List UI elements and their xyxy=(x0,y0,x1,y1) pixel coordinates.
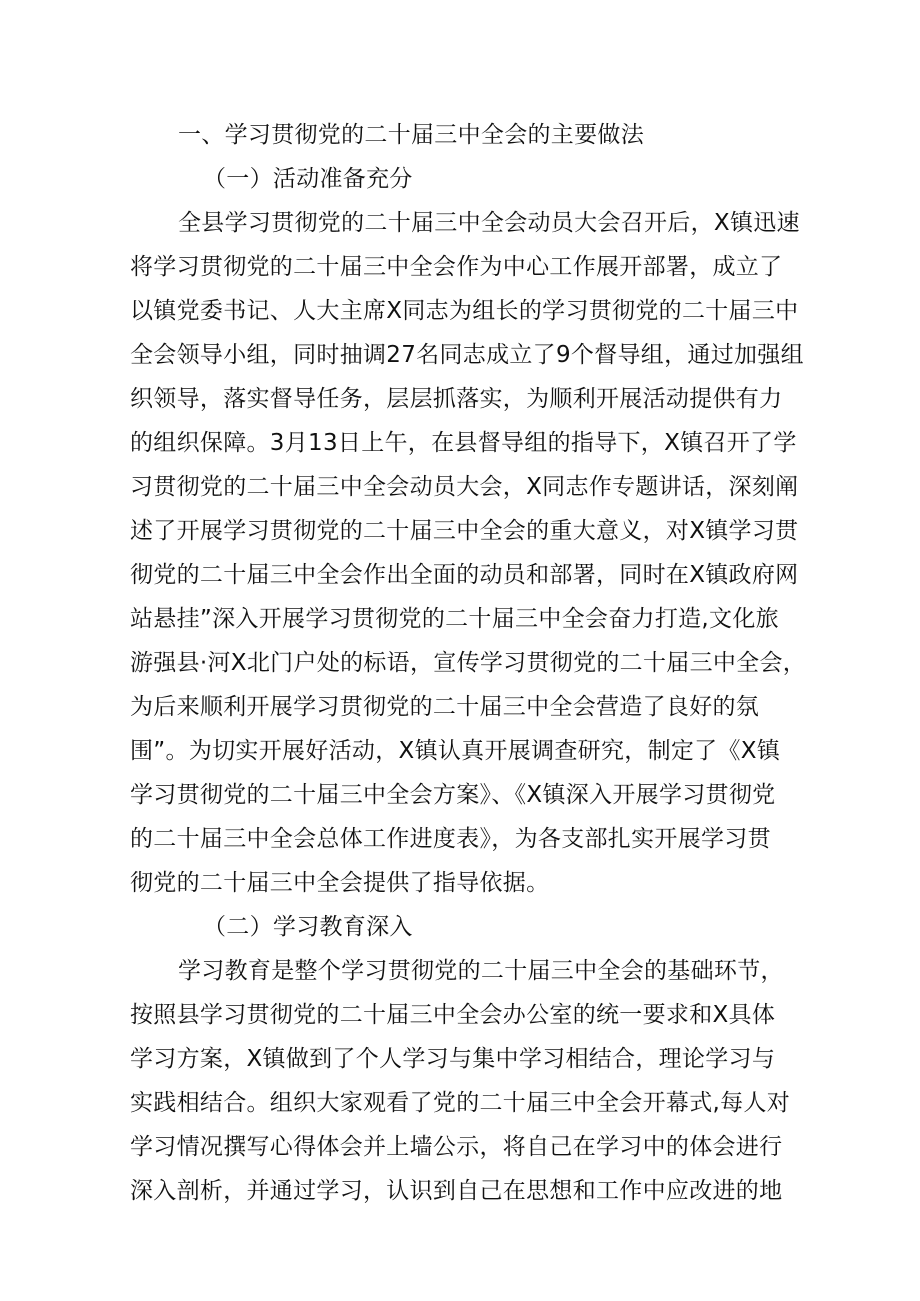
paragraph-line: 织领导，落实督导任务，层层抓落实，为顺利开展活动提供有力 xyxy=(130,386,783,412)
heading-main: 一、学习贯彻党的二十届三中全会的主要做法 xyxy=(178,122,644,148)
paragraph-line: 述了开展学习贯彻党的二十届三中全会的重大意义，对X镇学习贯 xyxy=(130,518,799,544)
paragraph-line: 的组织保障。3月13日上午，在县督导组的指导下，X镇召开了学 xyxy=(130,430,797,456)
paragraph-line: 学习方案，X镇做到了个人学习与集中学习相结合，理论学习与 xyxy=(130,1046,776,1072)
paragraph-line: 将学习贯彻党的二十届三中全会作为中心工作展开部署，成立了 xyxy=(130,254,783,280)
paragraph-line: 实践相结合。组织大家观看了党的二十届三中全会开幕式,每人对 xyxy=(130,1090,791,1116)
paragraph-line: 为后来顺利开展学习贯彻党的二十届三中全会营造了良好的氛 xyxy=(130,694,760,720)
paragraph-line: 以镇党委书记、人大主席X同志为组长的学习贯彻党的二十届三中 xyxy=(130,298,799,324)
paragraph-line: 习贯彻党的二十届三中全会动员大会，X同志作专题讲话，深刻阐 xyxy=(130,474,799,500)
paragraph-line: 深入剖析，并通过学习，认识到自己在思想和工作中应改进的地 xyxy=(130,1178,783,1204)
paragraph-line: 彻党的二十届三中全会提供了指导依据。 xyxy=(130,870,550,896)
paragraph-line: 全县学习贯彻党的二十届三中全会动员大会召开后，X镇迅速 xyxy=(178,210,800,236)
paragraph-line: 彻党的二十届三中全会作出全面的动员和部署，同时在X镇政府网 xyxy=(130,562,799,588)
paragraph-line: 全会领导小组，同时抽调27名同志成立了9个督导组，通过加强组 xyxy=(130,342,804,368)
paragraph-line: 学习贯彻党的二十届三中全会方案》、《X镇深入开展学习贯彻党 xyxy=(130,782,776,808)
paragraph-line: 站悬挂”深入开展学习贯彻党的二十届三中全会奋力打造,文化旅 xyxy=(130,606,779,632)
paragraph-line: 学习情况撰写心得体会并上墙公示，将自己在学习中的体会进行 xyxy=(130,1134,783,1160)
paragraph-line: 学习教育是整个学习贯彻党的二十届三中全会的基础环节， xyxy=(178,958,784,984)
paragraph-line: 的二十届三中全会总体工作进度表》，为各支部扎实开展学习贯 xyxy=(130,826,771,852)
paragraph-line: 游强县·河X北门户处的标语，宣传学习贯彻党的二十届三中全会， xyxy=(130,650,807,676)
paragraph-line: 围”。为切实开展好活动，X镇认真开展调查研究，制定了《X镇 xyxy=(130,738,781,764)
section-1-title: （一）活动准备充分 xyxy=(203,166,413,192)
section-2-title: （二）学习教育深入 xyxy=(203,914,413,940)
paragraph-line: 按照县学习贯彻党的二十届三中全会办公室的统一要求和X具体 xyxy=(130,1002,776,1028)
